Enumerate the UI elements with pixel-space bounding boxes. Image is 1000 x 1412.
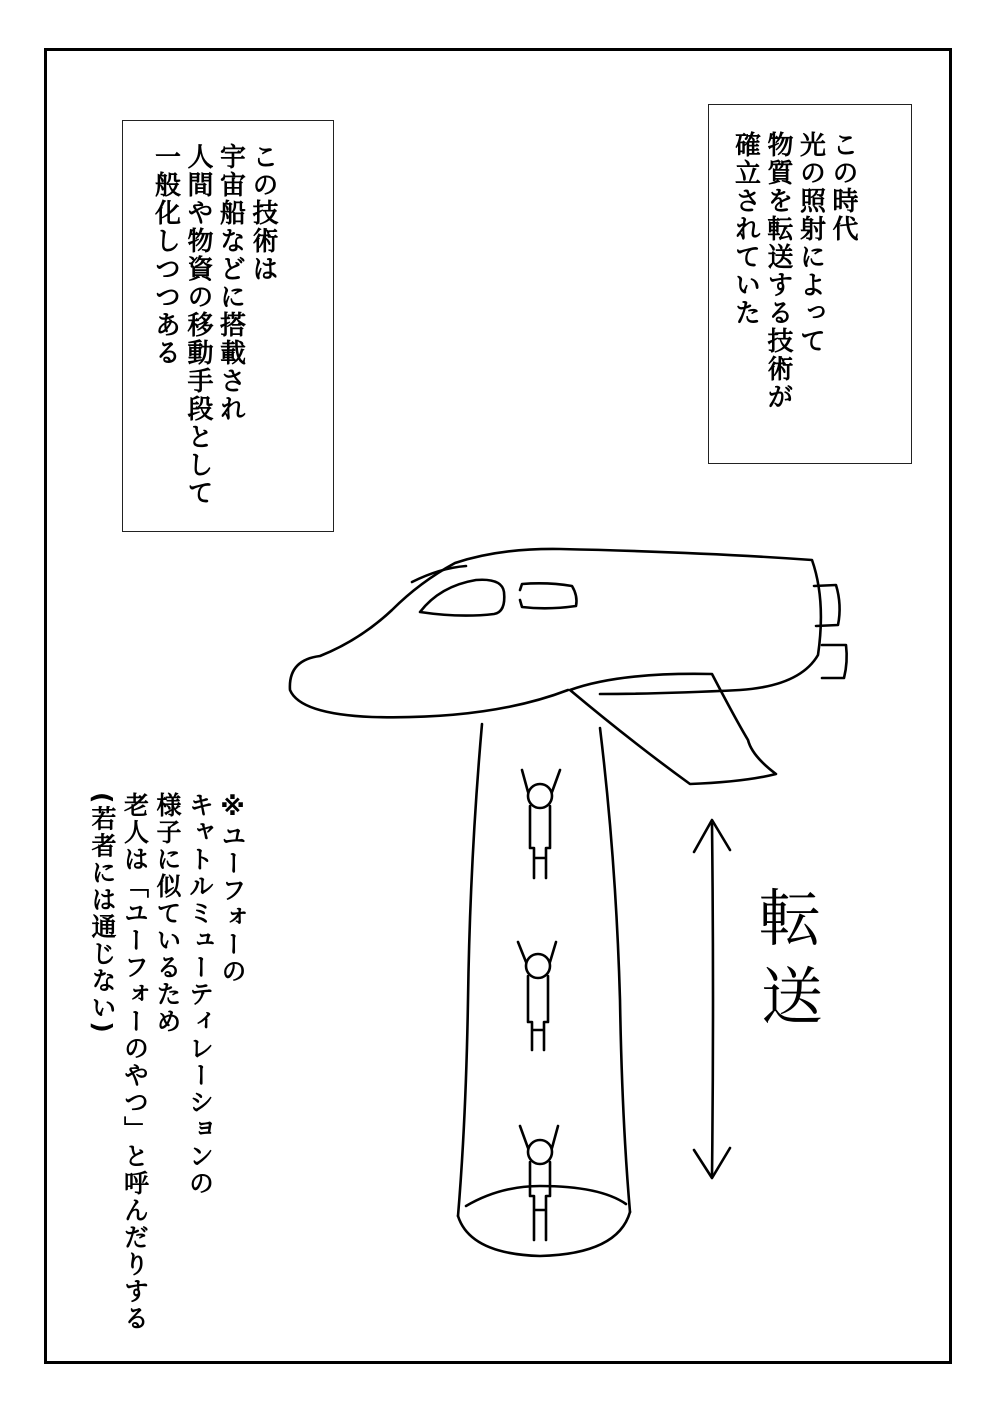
transfer-arrow: [694, 820, 730, 1178]
beam-right-edge: [600, 728, 630, 1212]
caption-right-line: この時代: [828, 131, 858, 243]
caption-left-line: 人間や物資の移動手段として: [183, 143, 213, 507]
label-char-ten: 転: [758, 882, 822, 955]
beamed-person-1: [522, 770, 560, 878]
side-window: [520, 583, 577, 608]
caption-right-line: 物質を転送する技術が: [763, 131, 793, 411]
cockpit-window: [420, 580, 504, 616]
caption-left-line: 宇宙船などに搭載され: [215, 143, 246, 423]
beamed-person-2: [518, 942, 556, 1050]
caption-left-line: この技術は: [248, 143, 278, 283]
footnote-line: (若者には通じない): [88, 792, 117, 1035]
footnote-line: キャトルミューティレーションの: [185, 792, 215, 1197]
label-char-sou: 送: [760, 960, 824, 1033]
footnote-line: ※ユーフォーの: [218, 792, 247, 985]
spaceship: [290, 549, 847, 784]
footnote-line: 様子に似ているため: [153, 792, 182, 1035]
spaceship-hull: [290, 549, 821, 717]
spaceship-nose-line: [412, 566, 466, 582]
beam-left-edge: [458, 724, 482, 1216]
thruster-upper: [814, 585, 840, 626]
caption-right-line: 確立されていた: [730, 131, 761, 327]
beamed-person-3: [520, 1126, 558, 1240]
transfer-label: [759, 882, 823, 1033]
beam-base-ellipse: [458, 1186, 630, 1256]
transfer-beam: [458, 724, 630, 1256]
caption-left-line: 一般化しつつある: [150, 143, 181, 367]
arrow-shaft: [712, 824, 713, 1176]
caption-right-line: 光の照射によって: [795, 131, 826, 355]
footnote-line: 老人は「ユーフォーのやつ」と呼んだりする: [120, 792, 150, 1332]
thruster-lower: [822, 645, 847, 678]
